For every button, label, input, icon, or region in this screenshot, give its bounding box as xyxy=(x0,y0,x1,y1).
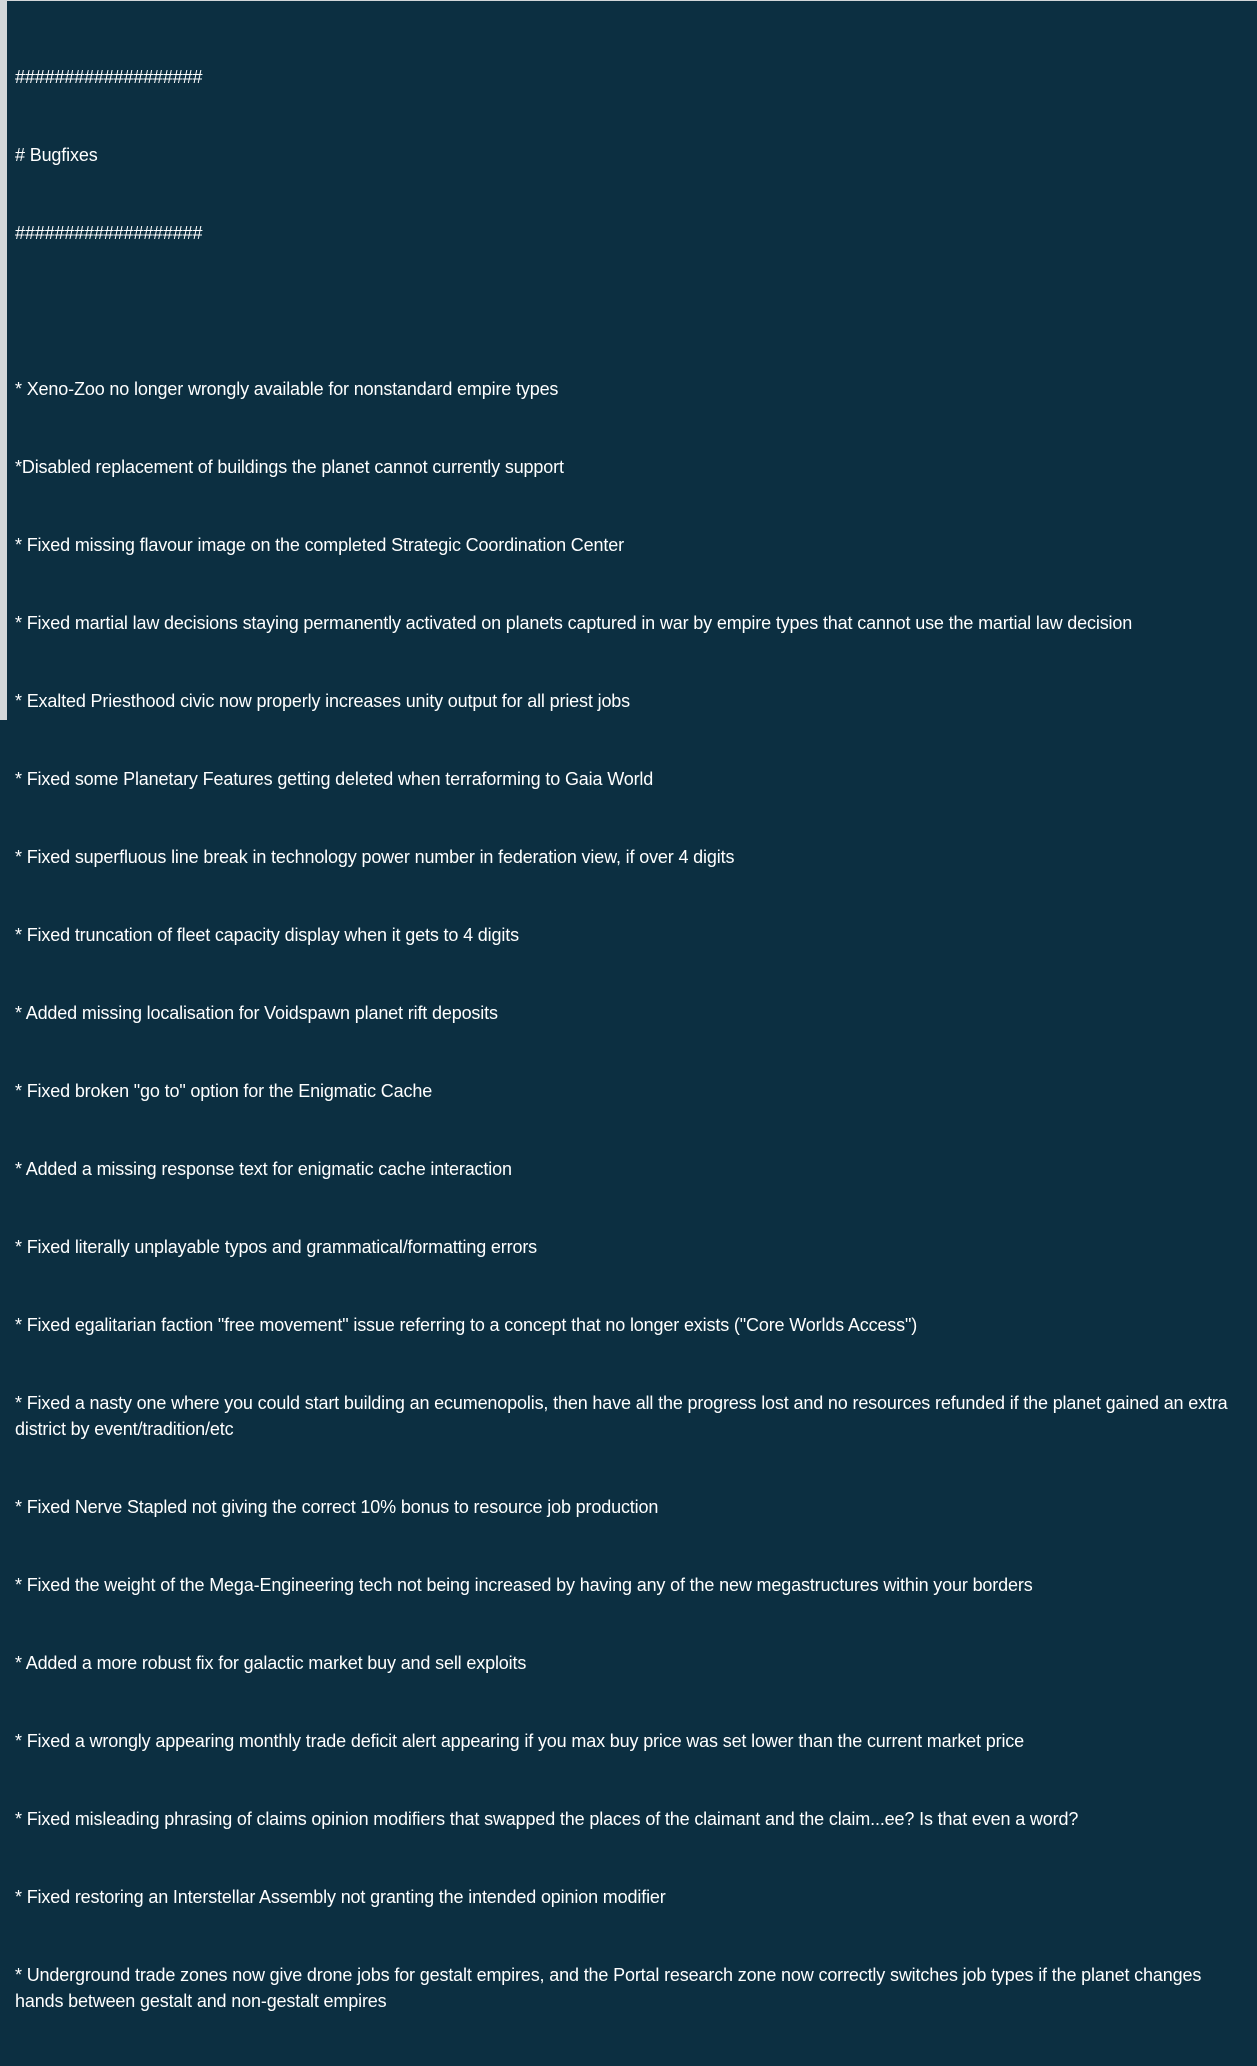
header-rule-bottom: ################### xyxy=(15,223,203,243)
header-rule-top: ################### xyxy=(15,67,203,87)
changelog-text xyxy=(15,12,1257,2066)
changelog-item: * Fixed a wrongly appearing monthly trade deficit alert appearing if you max buy price was set lower than the current market price xyxy=(15,1731,1025,1751)
changelog-item: * Added a more robust fix for galactic market buy and sell exploits xyxy=(15,1653,527,1673)
changelog-item: *Disabled replacement of buildings the planet cannot currently support xyxy=(15,457,564,477)
changelog-item: * Added a missing response text for enigmatic cache interaction xyxy=(15,1159,512,1179)
changelog-item: * Xeno-Zoo no longer wrongly available for nonstandard empire types xyxy=(15,379,559,399)
changelog-item: * Fixed the weight of the Mega-Engineering tech not being increased by having any of the new megastructures within your borders xyxy=(15,1575,1033,1595)
blank-line xyxy=(15,298,1245,324)
changelog-item: * Fixed missing flavour image on the completed Strategic Coordination Center xyxy=(15,535,624,555)
changelog-item: * Fixed a nasty one where you could start building an ecumenopolis, then have all the progress lost and no resources refunded if the planet gained an extra district by event/tradition/etc xyxy=(15,1393,1233,1439)
changelog-item: * Underground trade zones now give drone jobs for gestalt empires, and the Portal research zone now correctly switches job types if the planet changes hands between gestalt and non-gestalt empires xyxy=(15,1965,1207,2011)
changelog-item: * Added missing localisation for Voidspawn planet rift deposits xyxy=(15,1003,498,1023)
changelog-item: * Fixed egalitarian faction "free movement" issue referring to a concept that no longer exists ("Core Worlds Access") xyxy=(15,1315,918,1335)
changelog-item: * Fixed Nerve Stapled not giving the correct 10% bonus to resource job production xyxy=(15,1497,659,1517)
changelog-item: * Fixed restoring an Interstellar Assembly not granting the intended opinion modifier xyxy=(15,1887,666,1907)
changelog-item: * Fixed broken "go to" option for the Enigmatic Cache xyxy=(15,1081,433,1101)
changelog-item: * Exalted Priesthood civic now properly increases unity output for all priest jobs xyxy=(15,691,631,711)
changelog-item: * Fixed misleading phrasing of claims opinion modifiers that swapped the places of the claimant and the claim...ee? Is that even a word? xyxy=(15,1809,1079,1829)
changelog-item: * Fixed some Planetary Features getting deleted when terraforming to Gaia World xyxy=(15,769,654,789)
changelog-item: * Fixed literally unplayable typos and grammatical/formatting errors xyxy=(15,1237,538,1257)
changelog-item: * Fixed truncation of fleet capacity display when it gets to 4 digits xyxy=(15,925,519,945)
section-title: # Bugfixes xyxy=(15,145,98,165)
changelog-item: * Fixed martial law decisions staying permanently activated on planets captured in war by empire types that cannot use the martial law decision xyxy=(15,613,1133,633)
changelog-item: * Fixed superfluous line break in technology power number in federation view, if over 4 digits xyxy=(15,847,735,867)
